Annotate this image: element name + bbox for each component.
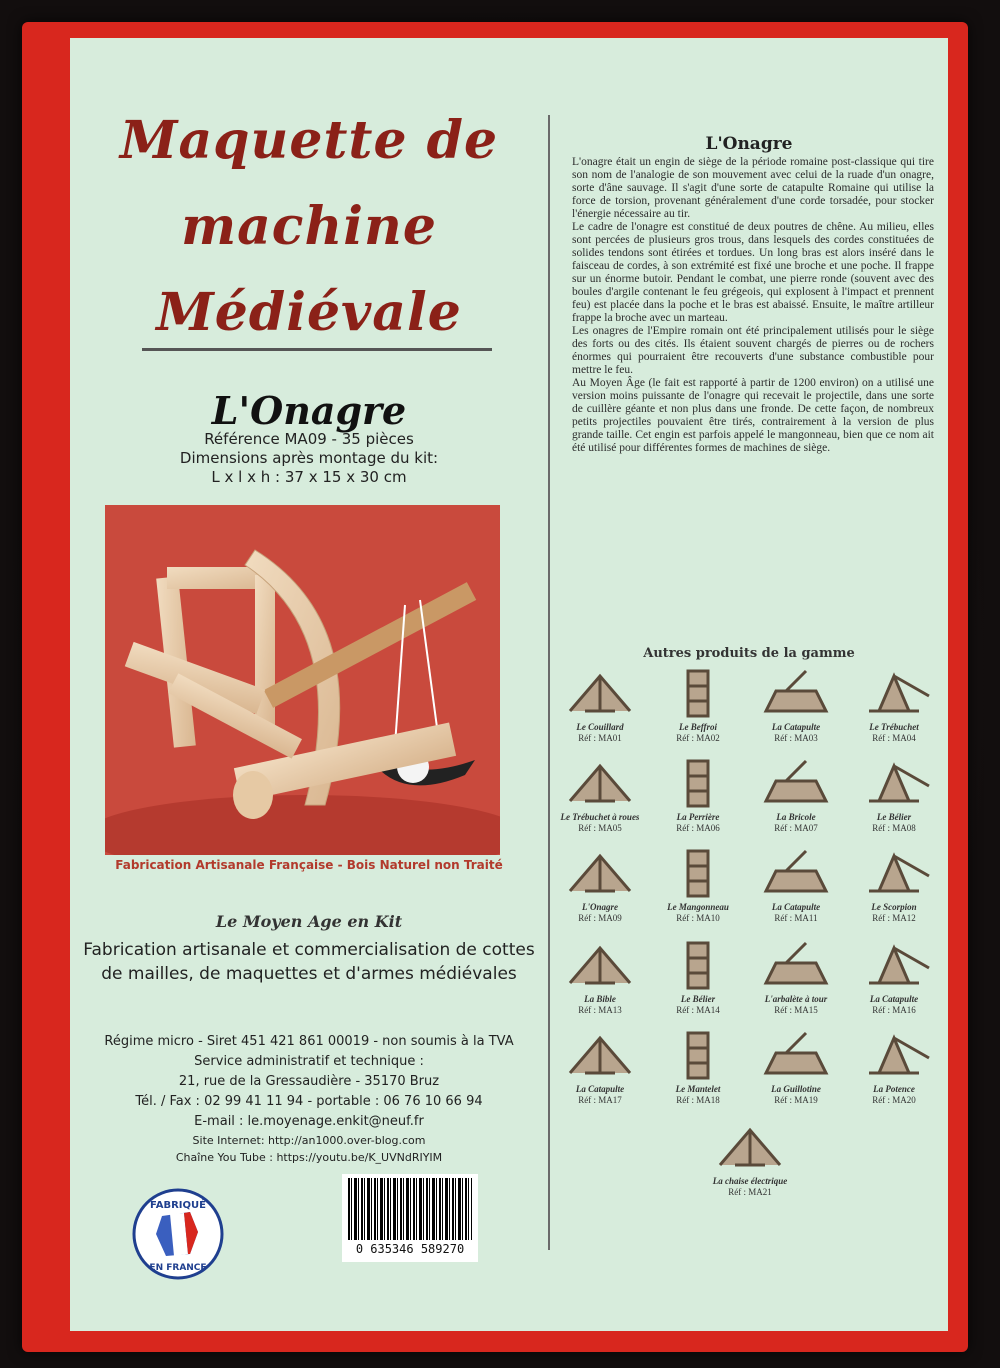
barcode bbox=[342, 1174, 478, 1262]
title-divider bbox=[142, 348, 492, 351]
product-ref: Réf : MA21 bbox=[728, 1187, 772, 1197]
siege-machine-icon bbox=[710, 1120, 790, 1176]
product-name: Le Beffroi bbox=[678, 722, 718, 732]
product-ref: Réf : MA12 bbox=[872, 913, 916, 923]
description-paragraph-3: Les onagres de l'Empire romain ont été principalement utilisés pour le siège des forts ou des cités. Ils étaient souvent chargés de pierres ou de rochers énormes qui pourraient être recouverts d'une substance combustible pour mettre le feu. bbox=[572, 325, 934, 376]
product-name: La Catapulte bbox=[575, 1084, 625, 1094]
siege-machine-icon bbox=[854, 1028, 934, 1084]
product-ref: Réf : MA11 bbox=[774, 913, 818, 923]
siege-machine-icon bbox=[658, 666, 738, 722]
product-item bbox=[748, 938, 844, 1016]
left-column bbox=[70, 38, 548, 1331]
product-item bbox=[748, 846, 844, 924]
product-item bbox=[552, 1028, 648, 1106]
description-paragraph-2: Le cadre de l'onagre est constitué de deux poutres de chêne. Au milieu, elles sont percées de plusieurs gros trous, dans lesquels des cordes constituées de solides tendons sont étirées et tordues. Un long bras est alors inséré dans le faisceau de cordes, à son extrémité est fixé une broche et une poche. Il frappe sur un énorme butoir. Pendant le combat, une pierre ronde (souvent avec des boules d'argile contenant le feu grégeois, qui explosent à l'impact et prennent feu) est placée dans la poche et le bras est abaissé. Ensuite, le maître artilleur frappe la broche avec un marteau. bbox=[572, 221, 934, 324]
product-name: La Bible bbox=[584, 994, 616, 1004]
product-name: Le Couillard bbox=[576, 722, 624, 732]
product-name: La Catapulte bbox=[771, 722, 821, 732]
product-name: Le Trébuchet bbox=[869, 722, 919, 732]
siege-machine-icon bbox=[854, 666, 934, 722]
product-reference bbox=[70, 430, 548, 487]
product-name: Le Bélier bbox=[680, 994, 716, 1004]
main-title bbox=[70, 98, 548, 356]
product-ref: Réf : MA08 bbox=[872, 823, 916, 833]
dimensions-label: Dimensions après montage du kit: bbox=[179, 449, 439, 467]
contact-phone: Tél. / Fax : 02 99 41 11 94 - portable : 06 76 10 66 94 bbox=[135, 1094, 483, 1109]
product-item bbox=[650, 666, 746, 744]
product-ref: Réf : MA07 bbox=[774, 823, 818, 833]
product-item bbox=[846, 666, 942, 744]
siege-machine-icon bbox=[560, 846, 640, 902]
product-item bbox=[748, 756, 844, 834]
siege-machine-icon bbox=[658, 938, 738, 994]
product-item bbox=[748, 666, 844, 744]
product-ref: Réf : MA05 bbox=[578, 823, 622, 833]
contact-youtube: Chaîne You Tube : https://youtu.be/K_UVNdRIYIM bbox=[175, 1151, 443, 1164]
product-name: Le Bélier bbox=[876, 812, 912, 822]
title-line-2: machine bbox=[181, 196, 437, 257]
siege-machine-icon bbox=[756, 666, 836, 722]
right-column bbox=[550, 38, 948, 1331]
title-line-3: Médiévale bbox=[156, 282, 462, 343]
company-description: Fabrication artisanale et commercialisation de cottes de mailles, de maquettes et d'armes médiévales bbox=[83, 940, 535, 984]
product-name: La Catapulte bbox=[869, 994, 919, 1004]
badge-top-text: FABRIQUÉ bbox=[150, 1200, 206, 1211]
brand-name: Le Moyen Age en Kit bbox=[215, 912, 403, 931]
product-ref: Réf : MA14 bbox=[676, 1005, 720, 1015]
description-body bbox=[572, 156, 934, 455]
siege-machine-icon bbox=[658, 846, 738, 902]
siege-machine-icon bbox=[854, 846, 934, 902]
siege-machine-icon bbox=[854, 938, 934, 994]
product-name: La Potence bbox=[873, 1084, 915, 1094]
product-ref: Réf : MA16 bbox=[872, 1005, 916, 1015]
product-ref: Réf : MA04 bbox=[872, 733, 916, 743]
product-name: Le Mantelet bbox=[675, 1084, 721, 1094]
siege-machine-icon bbox=[756, 846, 836, 902]
siege-machine-icon bbox=[560, 756, 640, 812]
product-name: La Perrière bbox=[676, 812, 720, 822]
product-photo bbox=[105, 505, 500, 855]
product-item bbox=[552, 938, 648, 1016]
product-item bbox=[552, 666, 648, 744]
siege-machine-icon bbox=[658, 1028, 738, 1084]
product-item bbox=[846, 1028, 942, 1106]
product-ref: Réf : MA02 bbox=[676, 733, 720, 743]
product-name: Le Trébuchet à roues bbox=[560, 812, 640, 822]
contact-email: E-mail : le.moyenage.enkit@neuf.fr bbox=[194, 1114, 424, 1129]
product-ref: Réf : MA19 bbox=[774, 1095, 818, 1105]
product-name: La chaise électrique bbox=[712, 1176, 788, 1186]
product-item bbox=[748, 1028, 844, 1106]
reference-line: Référence MA09 - 35 pièces bbox=[204, 430, 414, 448]
siege-machine-icon bbox=[756, 756, 836, 812]
product-item bbox=[846, 846, 942, 924]
product-item bbox=[846, 938, 942, 1016]
siege-machine-icon bbox=[658, 756, 738, 812]
siege-machine-icon bbox=[560, 666, 640, 722]
product-item bbox=[552, 756, 648, 834]
siege-machine-icon bbox=[560, 1028, 640, 1084]
product-ref: Réf : MA09 bbox=[578, 913, 622, 923]
product-ref: Réf : MA17 bbox=[578, 1095, 622, 1105]
product-name: Le Mangonneau bbox=[667, 902, 729, 912]
siege-machine-icon bbox=[756, 938, 836, 994]
product-ref: Réf : MA13 bbox=[578, 1005, 622, 1015]
product-item bbox=[846, 756, 942, 834]
siege-machine-icon bbox=[756, 1028, 836, 1084]
barcode-bars bbox=[348, 1178, 472, 1240]
made-in-france-badge bbox=[132, 1188, 224, 1280]
product-item bbox=[650, 1028, 746, 1106]
product-range-title: Autres produits de la gamme bbox=[643, 646, 855, 661]
contact-service: Service administratif et technique : bbox=[194, 1054, 424, 1069]
product-item bbox=[552, 846, 648, 924]
product-ref: Réf : MA03 bbox=[774, 733, 818, 743]
product-ref: Réf : MA20 bbox=[872, 1095, 916, 1105]
contact-siret: Régime micro - Siret 451 421 861 00019 - non soumis à la TVA bbox=[104, 1034, 514, 1049]
france-badge-icon bbox=[132, 1188, 224, 1280]
product-item bbox=[650, 938, 746, 1016]
product-item bbox=[650, 846, 746, 924]
description-paragraph-1: L'onagre était un engin de siège de la période romaine post-classique qui tire son nom de l'analogie de son mouvement avec celui de la ruade d'un onagre, sorte d'âne sauvage. Il s'agit d'une sorte de catapulte Romaine qui utilise la force de torsion, provenant généralement d'une corde torsadée, pour stocker l'énergie nécessaire au tir. bbox=[572, 156, 934, 220]
contact-address: 21, rue de la Gressaudière - 35170 Bruz bbox=[178, 1074, 440, 1089]
product-name: Le Scorpion bbox=[871, 902, 917, 912]
product-ref: Réf : MA18 bbox=[676, 1095, 720, 1105]
product-ref: Réf : MA06 bbox=[676, 823, 720, 833]
photo-caption: Fabrication Artisanale Française - Bois Naturel non Traité bbox=[115, 858, 503, 872]
dimensions-value: L x l x h : 37 x 15 x 30 cm bbox=[211, 468, 407, 486]
description-title: L'Onagre bbox=[705, 134, 793, 154]
contact-website: Site Internet: http://an1000.over-blog.com bbox=[192, 1134, 426, 1147]
contact-block bbox=[70, 1032, 548, 1166]
product-item bbox=[702, 1120, 798, 1198]
product-name: L'arbalète à tour bbox=[764, 994, 828, 1004]
product-name: La Catapulte bbox=[771, 902, 821, 912]
badge-bottom-text: EN FRANCE bbox=[149, 1263, 207, 1273]
product-name: L'Onagre bbox=[582, 902, 618, 912]
product-name: La Bricole bbox=[776, 812, 816, 822]
product-ref: Réf : MA10 bbox=[676, 913, 720, 923]
description-paragraph-4: Au Moyen Âge (le fait est rapporté à partir de 1200 environ) on a utilisé une version moins puissante de l'onagre qui recevait le projectile, dans une sorte de cuillère géante et non plus dans une fronde. De cette façon, de nombreux petits projectiles pouvaient être tirés, contrairement à la version de plus grande taille. Cet engin est parfois appelé le mangonneau, bien que ce nom ait été utilisé pour différentes formes de machines de siège. bbox=[572, 377, 934, 454]
product-name: L'Onagre bbox=[211, 388, 407, 433]
title-line-1: Maquette de bbox=[119, 110, 499, 171]
product-name: La Guillotine bbox=[771, 1084, 821, 1094]
siege-machine-icon bbox=[854, 756, 934, 812]
product-ref: Réf : MA01 bbox=[578, 733, 622, 743]
siege-machine-icon bbox=[560, 938, 640, 994]
barcode-number: 0 635346 589270 bbox=[355, 1242, 465, 1256]
product-item bbox=[650, 756, 746, 834]
product-ref: Réf : MA15 bbox=[774, 1005, 818, 1015]
onagre-model-illustration bbox=[105, 505, 500, 855]
